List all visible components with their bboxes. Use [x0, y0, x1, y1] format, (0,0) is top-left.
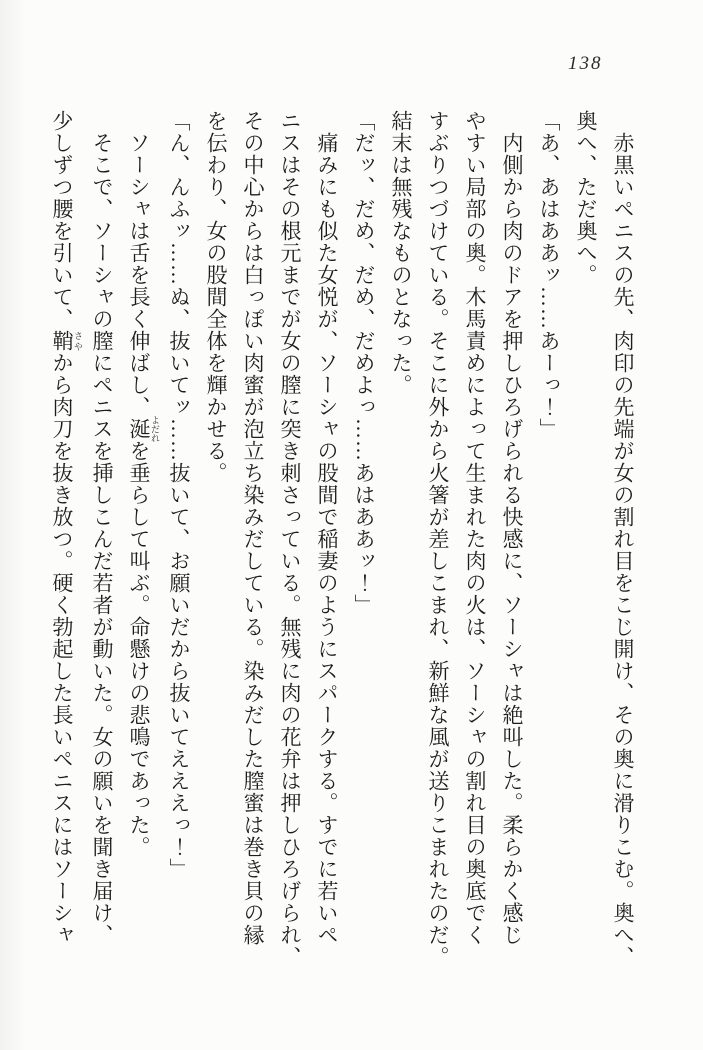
furigana: よだれ	[150, 415, 160, 443]
text-line: 内側から肉のドアを押しひろげられる快感に、ソーシャは絶叫した。柔らかく感じ	[500, 132, 524, 946]
text-line: 痛みにも似た女悦が、ソーシャの股間で稲妻のようにスパークする。すでに若いペ	[315, 132, 339, 946]
text-line: 「あ、あはああッ……あーっ！」	[537, 110, 561, 440]
text-line: 「ん、んふッ……ぬ、抜いてッ……抜いて、お願いだから抜いてえええっ！」	[167, 110, 191, 880]
text-line: を伝わり、女の股間全体を輝かせる。	[204, 110, 228, 484]
page-number: 138	[568, 53, 603, 74]
text-line: 赤黒いペニスの先、肉印の先端が女の割れ目をこじ開け、その奥に滑りこむ。奥へ、	[611, 132, 635, 968]
body-text	[43, 110, 641, 972]
text-line: やすい局部の奥。木馬責めによって生まれた肉の火は、ソーシャの割れ目の奥底でく	[463, 110, 487, 946]
text-line: ソーシャは舌を長く伸ばし、涎 よだれを垂らして叫ぶ。命懸けの悲鳴であった。	[127, 132, 160, 858]
ruby-annotated-word: 涎 よだれ	[127, 415, 160, 443]
text-line: 「だッ、だめ、だめ、だめよっ……あはああッ！」	[352, 110, 376, 616]
page-gutter-shadow	[0, 0, 26, 1050]
text-line: ニスはその根元までが女の膣に突き刺さっている。無残に肉の花弁は押しひろげられ、	[278, 110, 302, 968]
text-line: その中心からは白っぽい肉蜜が泡立ち染みだしている。染みだした膣蜜は巻き貝の縁	[241, 110, 265, 946]
text-line: そこで、ソーシャの膣にペニスを挿しこんだ若者が動いた。女の願いを聞き届け、	[90, 132, 114, 946]
text-line: 少しずつ腰を引いて、鞘 さやから肉刀を抜き放つ。硬く勃起した長いペニスにはソーシャ	[50, 110, 83, 946]
furigana: さや	[73, 330, 83, 352]
text-line: 結末は無残なものとなった。	[389, 110, 413, 396]
ruby-annotated-word: 鞘 さや	[50, 330, 83, 352]
text-line: 奥へ、ただ奥へ。	[574, 110, 598, 286]
text-line: すぶりつづけている。そこに外から火箸が差しこまれ、新鮮な風が送りこまれたのだ。	[426, 110, 450, 968]
